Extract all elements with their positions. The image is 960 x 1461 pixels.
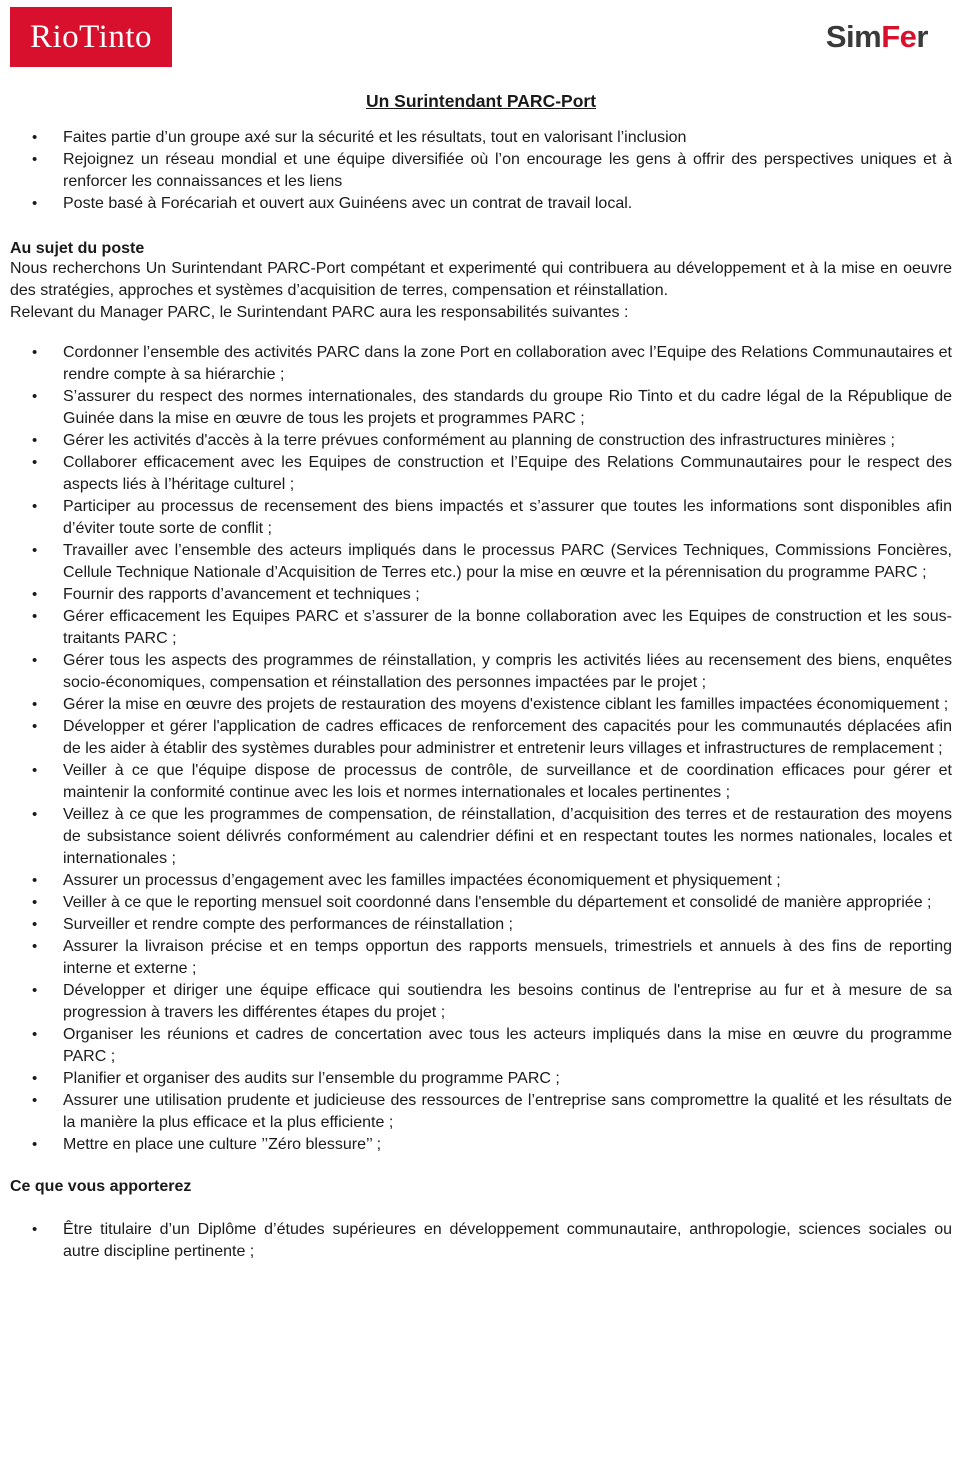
list-item: • Travailler avec l’ensemble des acteurs impliqués dans le processus PARC (Services Techniques, Commissions Foncières, Cellule Technique Nationale d’Acquisition de Terres etc.) pour la mise en œuvre et la pérennisation du programme PARC ;	[63, 540, 952, 584]
about-paragraph: Nous recherchons Un Surintendant PARC-Port compétant et experimenté qui contribuera au développement et à la mise en oeuvre des stratégies, approches et systèmes d’acquisition de terres, compensation et réinstallation.	[10, 260, 952, 299]
list-item: • Gérer la mise en œuvre des projets de restauration des moyens d'existence ciblant les familles impactées économiquement ;	[63, 694, 952, 716]
list-item: • Veiller à ce que le reporting mensuel soit coordonné dans l'ensemble du département et consolidé de manière appropriée ;	[63, 892, 952, 914]
page-title: Un Surintendant PARC-Port	[365, 91, 597, 111]
bring-bullet-list	[10, 1219, 952, 1263]
list-item: • Cordonner l’ensemble des activités PARC dans la zone Port en collaboration avec l’Equipe des Relations Communautaires et rendre compte à sa hiérarchie ;	[63, 342, 952, 386]
list-item: • Mettre en place une culture ’’Zéro blessure’’ ;	[63, 1134, 952, 1156]
list-item: • Gérer efficacement les Equipes PARC et s’assurer de la bonne collaboration avec les Equipes de construction et les sous-traitants PARC ;	[63, 606, 952, 650]
rio-tinto-logo-text: RioTinto	[29, 18, 152, 55]
simfer-logo-fe: Fe	[881, 19, 917, 54]
list-item: • Assurer un processus d’engagement avec les familles impactées économiquement et physiquement ;	[63, 870, 952, 892]
list-item: • S’assurer du respect des normes internationales, des standards du groupe Rio Tinto et du cadre légal de la République de Guinée dans la mise en œuvre de tous les projets et programmes PARC ;	[63, 386, 952, 430]
simfer-logo	[826, 19, 928, 55]
list-item: • Développer et gérer l'application de cadres efficaces de renforcement des capacités pour les communautés déplacées afin de les aider à établir des systèmes durables pour administrer et entretenir leurs villages et infrastructures de remplacement ;	[63, 716, 952, 760]
responsibilities-list	[10, 342, 952, 1156]
list-item: • Veillez à ce que les programmes de compensation, de réinstallation, d’acquisition des terres et de restauration des moyens de subsistance soient délivrés conformément au calendrier défini et en respectant toutes les normes nationales, locales et internationales ;	[63, 804, 952, 870]
about-section-heading: Au sujet du poste	[10, 240, 145, 257]
list-item: • Gérer les activités d'accès à la terre prévues conformément au planning de construction des infrastructures minières ;	[63, 430, 952, 452]
list-item: • Gérer tous les aspects des programmes de réinstallation, y compris les activités liées au recensement des biens, enquêtes socio-économiques, compensation et réinstallation des personnes impactées par le projet ;	[63, 650, 952, 694]
list-item: • Être titulaire d’un Diplôme d’études supérieures en développement communautaire, anthropologie, sciences sociales ou autre discipline pertinente ;	[63, 1219, 952, 1263]
list-item: • Poste basé à Forécariah et ouvert aux Guinéens avec un contrat de travail local.	[63, 193, 952, 215]
list-item: • Fournir des rapports d’avancement et techniques ;	[63, 584, 952, 606]
list-item: • Organiser les réunions et cadres de concertation avec tous les acteurs impliqués dans la mise en œuvre du programme PARC ;	[63, 1024, 952, 1068]
list-item: • Surveiller et rendre compte des performances de réinstallation ;	[63, 914, 952, 936]
list-item: • Planifier et organiser des audits sur l’ensemble du programme PARC ;	[63, 1068, 952, 1090]
list-item: • Assurer une utilisation prudente et judicieuse des ressources de l’entreprise sans compromettre la qualité et les résultats de la manière la plus efficace et la plus efficiente ;	[63, 1090, 952, 1134]
bring-section-heading: Ce que vous apporterez	[10, 1178, 192, 1195]
reporting-line: Relevant du Manager PARC, le Surintendant PARC aura les responsabilités suivantes :	[10, 304, 629, 321]
list-item: • Veiller à ce que l'équipe dispose de processus de contrôle, de surveillance et de coordination efficaces pour gérer et maintenir la conformité continue avec les lois et normes internationales et locales pertinentes ;	[63, 760, 952, 804]
list-item: • Assurer la livraison précise et en temps opportun des rapports mensuels, trimestriels et annuels à des fins de reporting interne et externe ;	[63, 936, 952, 980]
simfer-logo-sim: Sim	[825, 19, 882, 54]
list-item: • Faites partie d’un groupe axé sur la sécurité et les résultats, tout en valorisant l’inclusion	[63, 127, 952, 149]
rio-tinto-logo	[10, 7, 172, 67]
list-item: • Développer et diriger une équipe efficace qui soutiendra les besoins continus de l'entreprise au fur et à mesure de sa progression à travers les différentes étapes du projet ;	[63, 980, 952, 1024]
intro-bullet-list	[10, 127, 952, 215]
list-item: • Participer au processus de recensement des biens impactés et s’assurer que toutes les informations sont disponibles afin d’éviter toute sorte de conflit ;	[63, 496, 952, 540]
list-item: • Collaborer efficacement avec les Equipes de construction et l’Equipe des Relations Communautaires pour le respect des aspects liés à l’héritage culturel ;	[63, 452, 952, 496]
list-item: • Rejoignez un réseau mondial et une équipe diversifiée où l’on encourage les gens à offrir des perspectives uniques et à renforcer les connaissances et les liens	[63, 149, 952, 193]
simfer-logo-r: r	[916, 19, 928, 54]
document-header	[10, 7, 952, 67]
